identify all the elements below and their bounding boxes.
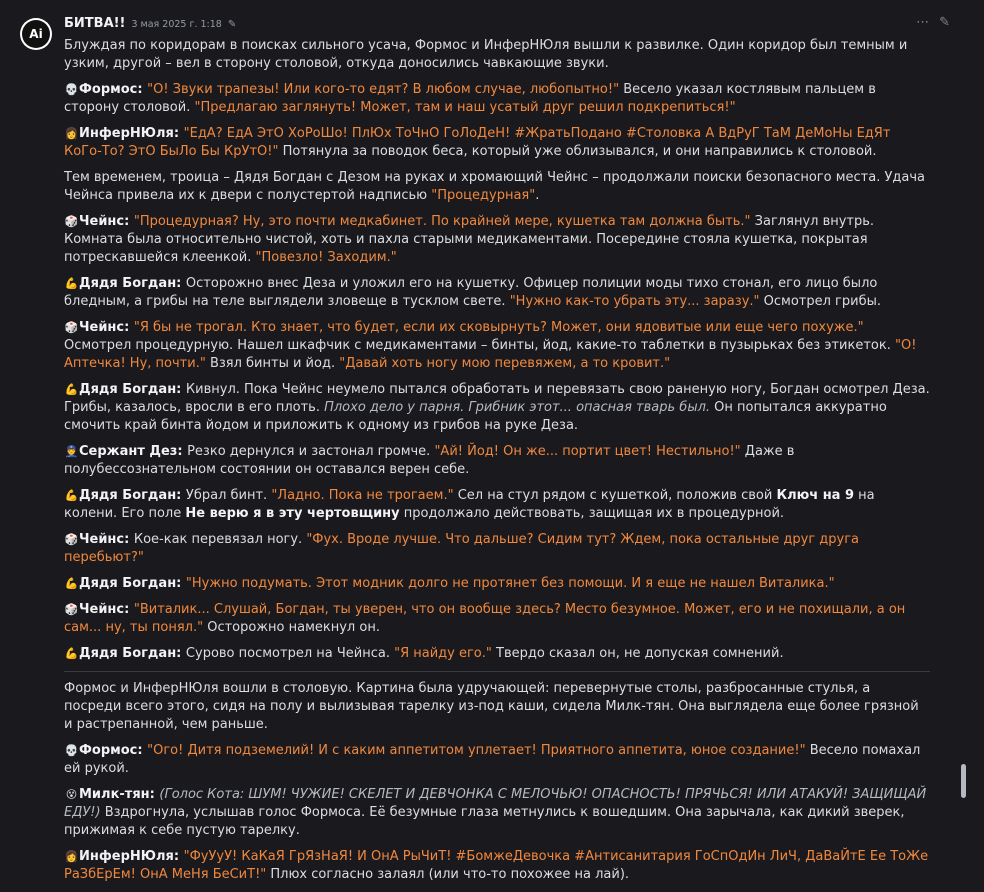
pin-icon: ✎ (227, 19, 237, 30)
body-text: Он попытался аккуратно смочить край бинта йодом и приложить к одному из грибов на руке Деза. (64, 400, 887, 433)
body-text: Заглянул внутрь. Комната была относительно чистой, хоть и пахла старыми медикаментами. Посередине стояла кушетка, покрытая потрескавшейся клеенкой. (64, 214, 875, 265)
body-text: Осмотрел процедурную. Нашел шкафчик с медикаментами – бинты, йод, какие-то таблетки в пузырьках без этикеток. (64, 338, 896, 353)
quote-text: "Процедурная? Ну, это почти медкабинет. По крайней мере, кушетка там должна быть." (133, 214, 751, 229)
body-text: Потянула за поводок беса, который уже облизывался, и они направились к столовой. (278, 144, 877, 159)
bold-text: Ключ на 9 (776, 488, 855, 503)
speaker-name: Дядя Богдан: (79, 488, 186, 503)
body-text: . (535, 188, 540, 203)
body-text: Твердо сказал он, не допуская сомнений. (491, 646, 784, 661)
quote-text: "Давай хоть ногу мою перевяжем, а то кровит." (339, 356, 671, 371)
speaker-emoji-icon: 💀 (64, 744, 79, 757)
quote-text: "Ладно. Пока не трогаем." (271, 488, 454, 503)
speaker-emoji-icon: 🎲 (64, 533, 79, 546)
speaker-emoji-icon: 🎲 (64, 603, 79, 616)
body-text: продолжало действовать, защищая их в процедурной. (399, 506, 785, 521)
message-actions (916, 14, 950, 32)
speaker-emoji-icon: 💪 (64, 383, 79, 396)
message-paragraph (64, 680, 930, 734)
speaker-emoji-icon: 💀 (64, 83, 79, 96)
speaker-name: Дядя Богдан: (79, 576, 186, 591)
speaker-emoji-icon: 🎲 (64, 321, 79, 334)
quote-text: "Предлагаю заглянуть! Может, там и наш усатый друг решил подкрепиться!" (194, 100, 736, 115)
message-paragraph (64, 275, 930, 311)
message-paragraph (64, 443, 930, 479)
speaker-name: Дядя Богдан: (79, 382, 186, 397)
message-paragraph (64, 37, 930, 73)
message-paragraph (64, 381, 930, 435)
speaker-name: Сержант Дез: (79, 444, 188, 459)
speaker-name: Чейнс: (79, 320, 134, 335)
quote-text: "ФуУуУ! КаКаЯ ГрЯзНаЯ! И ОнА РыЧиТ! #БомжеДевочка #Антисанитария ГоСпОдИн ЛиЧ, ДаВаЙтЕ Ее ТоЖе РаЗбЕрЕм! ОнА МеНя БеСиТ!" (64, 849, 929, 882)
speaker-emoji-icon: 💪 (64, 489, 79, 502)
message-paragraph (64, 645, 930, 663)
italic-text: (Голос Кота: ШУМ! ЧУЖИЕ! СКЕЛЕТ И ДЕВЧОНКА С МЕЛОЧЬЮ! ОПАСНОСТЬ! ПРЯЧЬСЯ! ИЛИ АТАКУЙ! ЗАЩИЩАЙ ЕДУ!) (64, 787, 927, 820)
body-text: Формос и ИнферНЮля вошли в столовую. Картина была удручающей: перевернутые столы, разбросанные стулья, а посреди всего этого, сидя на полу и вылизывая тарелку из-под каши, сидела Милк-тян. Она выглядела еще более грязной и растрепанной, чем раньше. (64, 681, 919, 732)
divider (64, 671, 930, 672)
speaker-emoji-icon: 👩 (64, 850, 79, 863)
message-paragraph (64, 319, 930, 373)
body-text: Блуждая по коридорам в поисках сильного усача, Формос и ИнферНЮля вышли к развилке. Один коридор был темным и узким, другой – вел в сторону столовой, откуда доносились чавкающие звуки. (64, 38, 908, 71)
avatar-logo: Ai (22, 20, 50, 48)
message-paragraph (64, 81, 930, 117)
quote-text: "Повезло! Заходим." (255, 250, 397, 265)
quote-text: "Ай! Йод! Он же... портит цвет! Нестильно!" (434, 444, 741, 459)
speaker-name: Дядя Богдан: (79, 276, 186, 291)
pencil-icon[interactable]: ✎ (939, 15, 950, 30)
avatar[interactable] (20, 18, 52, 50)
body-text: Кое-как перевязал ногу. (133, 532, 307, 547)
message-paragraph (64, 169, 930, 205)
quote-text: "О! Звуки трапезы! Или кого-то едят? В любом случае, любопытно!" (147, 82, 620, 97)
quote-text: "Ого! Дитя подземелий! И с каким аппетитом уплетает! Приятного аппетита, юное создание!" (147, 743, 806, 758)
italic-text: Плохо дело у парня. Грибник этот... опасная тварь был. (324, 400, 711, 415)
speaker-name: Дядя Богдан: (79, 646, 186, 661)
timestamp[interactable]: 3 мая 2025 г. 1:18 (131, 19, 222, 30)
body-text: на колени. Его поле (64, 488, 875, 521)
speaker-emoji-icon: 🎲 (64, 215, 79, 228)
scrollbar-thumb[interactable] (961, 764, 966, 798)
username[interactable]: БИТВА!! (64, 16, 126, 31)
quote-text: "Фух. Вроде лучше. Что дальше? Сидим тут? Ждем, пока остальные друг друга перебьют?" (64, 532, 860, 565)
speaker-emoji-icon: 💪 (64, 277, 79, 290)
body-text: Осторожно внес Деза и уложил его на кушетку. Офицер полиции моды тихо стонал, его лицо было бледным, а грибы на теле выглядели зловеще в тусклом свете. (64, 276, 878, 309)
body-text: Весело помахал ей рукой. (64, 743, 921, 776)
message-paragraph (64, 786, 930, 840)
speaker-emoji-icon: 👮 (64, 445, 79, 458)
speaker-emoji-icon: 💪 (64, 577, 79, 590)
speaker-emoji-icon: 💪 (64, 647, 79, 660)
body-text: Осторожно намекнул он. (203, 620, 380, 635)
body-text: Осмотрел грибы. (759, 294, 881, 309)
message-paragraph (64, 487, 930, 523)
more-icon[interactable]: ⋯ (916, 15, 930, 30)
message-paragraph (64, 601, 930, 637)
quote-text: "Нужно подумать. Этот модник долго не протянет без помощи. И я еще не нашел Виталика." (185, 576, 835, 591)
body-text: Даже в полубессознательном состоянии он оставался верен себе. (64, 444, 795, 477)
message-content (64, 37, 930, 892)
speaker-name: Формос: (79, 743, 148, 758)
speaker-name: Формос: (79, 82, 148, 97)
message-paragraph (64, 848, 930, 884)
body-text: Плюх согласно залаял (или что-то похожее на лай). (266, 867, 630, 882)
body-text: Кивнул. Пока Чейнс неумело пытался обработать и перевязать свою раненую ногу, Богдан осмотрел Деза. Грибы, казалось, вросли в его плоть. (64, 382, 930, 415)
speaker-emoji-icon: 👩 (64, 127, 79, 140)
body-text: Убрал бинт. (185, 488, 272, 503)
bold-text: Не верю я в эту чертовщину (185, 506, 400, 521)
quote-text: "Я бы не трогал. Кто знает, что будет, если их сковырнуть? Может, они ядовитые или еще чего похуже." (133, 320, 864, 335)
body-text: Сел на стул рядом с кушеткой, положив свой (453, 488, 777, 503)
message-paragraph (64, 125, 930, 161)
body-text: Весело указал костлявым пальцем в сторону столовой. (64, 82, 876, 115)
speaker-emoji-icon: 😵 (65, 788, 78, 801)
message-paragraph (64, 575, 930, 593)
quote-text: "ЕдА? ЕдА ЭтО ХоРоШо! ПлЮх ТоЧнО ГоЛоДеН! #ЖратьПодано #Столовка А ВдРуГ ТаМ ДеМоНы ЕдЯт КоГо-То? ЭтО БыЛо Бы КрУтО!" (64, 126, 891, 159)
body-text: Тем временем, троица – Дядя Богдан с Дезом на руках и хромающий Чейнс – продолжали поиски безопасного места. Удача Чейнса привела их к двери с полустертой надписью (64, 170, 925, 203)
speaker-name: ИнферНЮля: (79, 849, 184, 864)
speaker-name: Милк-тян: (79, 787, 160, 802)
message-paragraph (64, 213, 930, 267)
message-paragraph (64, 742, 930, 778)
message-header (64, 15, 236, 33)
speaker-name: Чейнс: (79, 532, 134, 547)
quote-text: "Нужно как-то убрать эту... заразу." (509, 294, 760, 309)
body-text: Резко дернулся и застонал громче. (187, 444, 435, 459)
body-text: Сурово посмотрел на Чейнса. (185, 646, 395, 661)
speaker-name: ИнферНЮля: (79, 126, 184, 141)
quote-text: "Процедурная" (431, 188, 536, 203)
speaker-name: Чейнс: (79, 602, 134, 617)
body-text: Вздрогнула, услышав голос Формоса. Её безумные глаза метнулись к вошедшим. Она зарычала, как дикий зверек, прижимая к себе пустую тарелку. (64, 805, 905, 838)
message-paragraph (64, 531, 930, 567)
quote-text: "Я найду его." (394, 646, 492, 661)
body-text: Взял бинты и йод. (205, 356, 340, 371)
speaker-name: Чейнс: (79, 214, 134, 229)
quote-text: "О! Аптечка! Ну, почти." (64, 338, 917, 371)
quote-text: "Виталик... Слушай, Богдан, ты уверен, что он вообще здесь? Место безумное. Может, его и не похищали, а он сам... ну, ты понял." (64, 602, 906, 635)
